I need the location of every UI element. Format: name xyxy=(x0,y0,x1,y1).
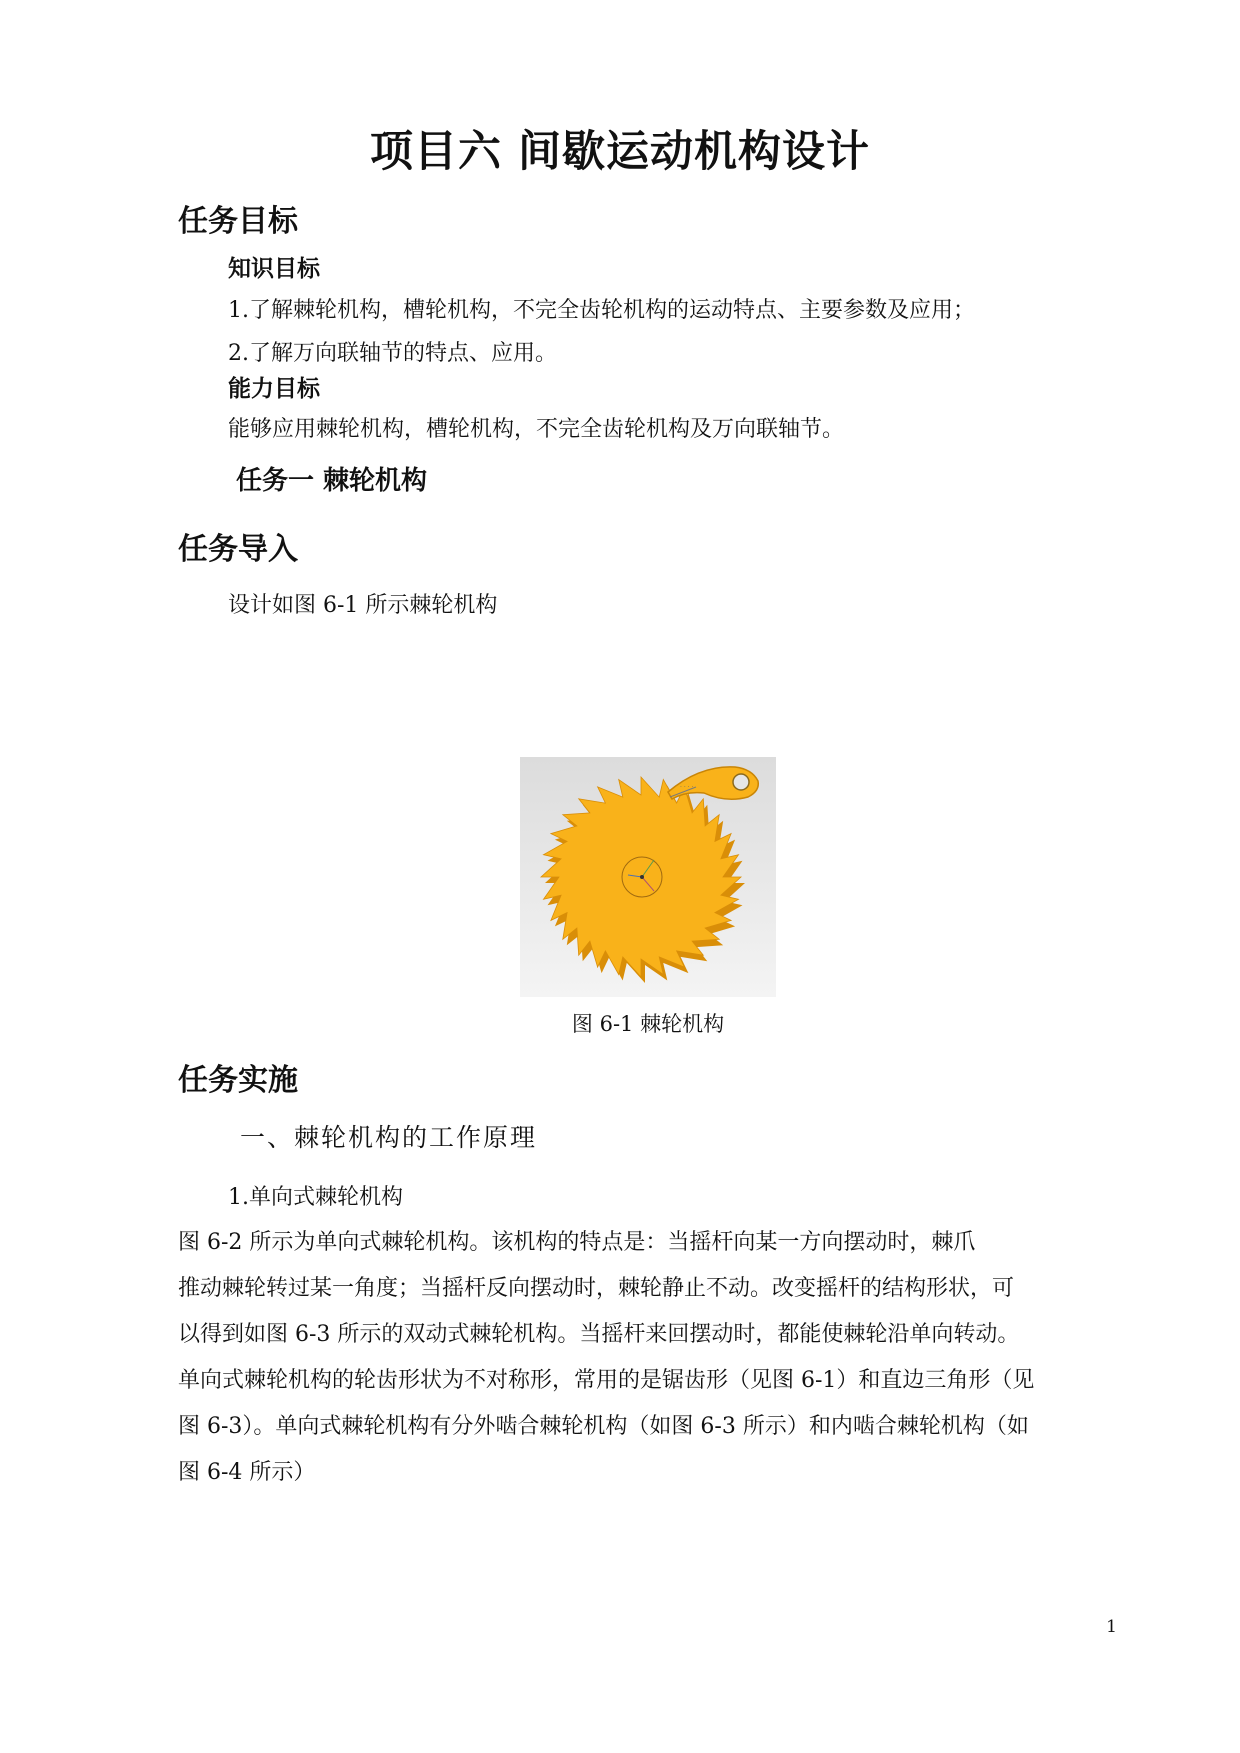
paragraph-line: 推动棘轮转过某一角度；当摇杆反向摆动时，棘轮静止不动。改变摇杆的结构形状，可 xyxy=(178,1276,1015,1301)
knowledge-goal-item: 2.了解万向联轴节的特点、应用。 xyxy=(228,341,557,366)
ratchet-figure xyxy=(520,757,776,997)
page-number: 1 xyxy=(1106,1617,1117,1637)
task-one-heading: 任务一 棘轮机构 xyxy=(236,466,428,496)
paragraph-line: 图 6-3）。单向式棘轮机构有分外啮合棘轮机构（如图 6-3 所示）和内啮合棘轮机构（如 xyxy=(178,1414,1029,1439)
ratchet-illustration xyxy=(520,757,776,997)
ability-goal-text: 能够应用棘轮机构，槽轮机构，不完全齿轮机构及万向联轴节。 xyxy=(228,417,845,442)
knowledge-goal-item: 1.了解棘轮机构，槽轮机构，不完全齿轮机构的运动特点、主要参数及应用； xyxy=(228,298,975,323)
intro-text: 设计如图 6-1 所示棘轮机构 xyxy=(228,593,498,618)
paragraph-line: 以得到如图 6-3 所示的双动式棘轮机构。当摇杆来回摆动时，都能使棘轮沿单向转动。 xyxy=(178,1322,1020,1347)
implementation-heading: 任务实施 xyxy=(178,1063,298,1098)
ability-goals-heading: 能力目标 xyxy=(228,376,320,402)
figure-caption: 图 6-1 棘轮机构 xyxy=(571,1012,725,1036)
intro-heading: 任务导入 xyxy=(178,532,298,567)
knowledge-goals-heading: 知识目标 xyxy=(228,256,320,282)
paragraph-line: 图 6-2 所示为单向式棘轮机构。该机构的特点是：当摇杆向某一方向摆动时，棘爪 xyxy=(178,1230,976,1255)
paragraph-line: 单向式棘轮机构的轮齿形状为不对称形，常用的是锯齿形（见图 6-1）和直边三角形（见 xyxy=(178,1368,1035,1393)
goals-heading: 任务目标 xyxy=(178,204,298,239)
subsection-heading: 1.单向式棘轮机构 xyxy=(228,1185,403,1210)
paragraph-line: 图 6-4 所示） xyxy=(178,1460,316,1485)
svg-text:· · · ·: · · · · xyxy=(680,784,694,791)
section-heading: 一、棘轮机构的工作原理 xyxy=(240,1123,538,1152)
page-title: 项目六 间歇运动机构设计 xyxy=(370,127,870,177)
